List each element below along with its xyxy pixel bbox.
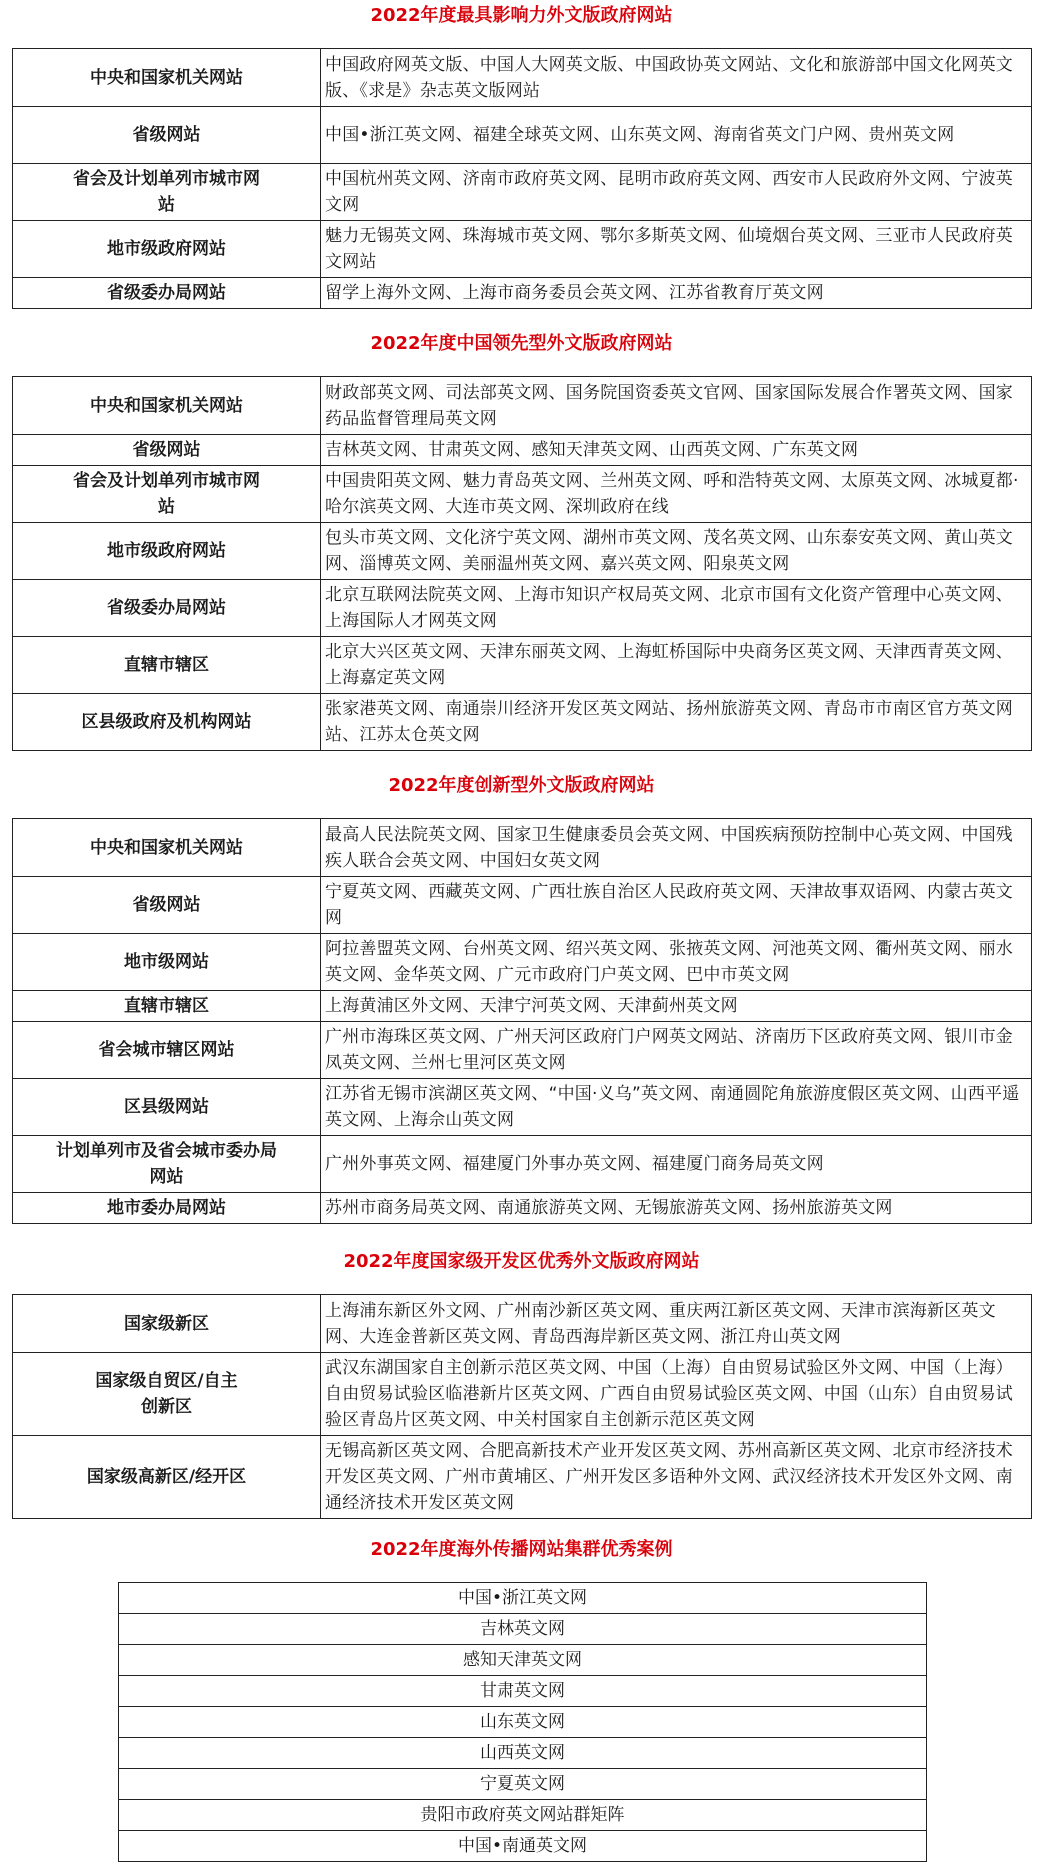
category-sites: 无锡高新区英文网、合肥高新技术产业开发区英文网、苏州高新区英文网、北京市经济技术开发区英文网、广州市黄埔区、广州开发区多语种外文网、武汉经济技术开发区外文网、南通经济技术开发区英文网 (321, 1436, 1032, 1519)
category-sites: 财政部英文网、司法部英文网、国务院国资委英文官网、国家国际发展合作署英文网、国家药品监督管理局英文网 (321, 377, 1032, 435)
table-row (13, 164, 1032, 221)
category-label: 省会及计划单列市城市网站 (13, 164, 321, 221)
section-title: 2022年度海外传播网站集群优秀案例 (370, 1539, 673, 1560)
category-label: 地市级网站 (13, 934, 321, 991)
category-sites: 上海黄浦区外文网、天津宁河英文网、天津蓟州英文网 (321, 991, 1032, 1022)
table-row (13, 221, 1032, 278)
category-sites: 留学上海外文网、上海市商务委员会英文网、江苏省教育厅英文网 (321, 278, 1032, 309)
case-item: 感知天津英文网 (119, 1645, 927, 1676)
category-label: 省级委办局网站 (13, 580, 321, 637)
table-row (119, 1583, 927, 1614)
category-label: 中央和国家机关网站 (13, 49, 321, 107)
category-sites: 苏州市商务局英文网、南通旅游英文网、无锡旅游英文网、扬州旅游英文网 (321, 1193, 1032, 1224)
category-sites: 张家港英文网、南通崇川经济开发区英文网站、扬州旅游英文网、青岛市市南区官方英文网站、江苏太仓英文网 (321, 694, 1032, 751)
case-item: 甘肃英文网 (119, 1676, 927, 1707)
table-row (119, 1738, 927, 1769)
table-row (13, 1136, 1032, 1193)
table-row (13, 377, 1032, 435)
table-row (13, 107, 1032, 164)
category-sites: 中国•浙江英文网、福建全球英文网、山东英文网、海南省英文门户网、贵州英文网 (321, 107, 1032, 164)
category-sites: 吉林英文网、甘肃英文网、感知天津英文网、山西英文网、广东英文网 (321, 435, 1032, 466)
table-row (13, 877, 1032, 934)
table-row (13, 580, 1032, 637)
category-label: 国家级新区 (13, 1295, 321, 1353)
category-sites: 江苏省无锡市滨湖区英文网、“中国·义乌”英文网、南通圆陀角旅游度假区英文网、山西平遥英文网、上海佘山英文网 (321, 1079, 1032, 1136)
table-row (119, 1769, 927, 1800)
category-sites: 北京大兴区英文网、天津东丽英文网、上海虹桥国际中央商务区英文网、天津西青英文网、上海嘉定英文网 (321, 637, 1032, 694)
table-row (119, 1831, 927, 1862)
category-label: 区县级网站 (13, 1079, 321, 1136)
category-label: 中央和国家机关网站 (13, 377, 321, 435)
table-row (13, 49, 1032, 107)
category-sites: 北京互联网法院英文网、上海市知识产权局英文网、北京市国有文化资产管理中心英文网、上海国际人才网英文网 (321, 580, 1032, 637)
section-table (12, 1294, 1032, 1519)
category-label: 直辖市辖区 (13, 991, 321, 1022)
category-sites: 最高人民法院英文网、国家卫生健康委员会英文网、中国疾病预防控制中心英文网、中国残疾人联合会英文网、中国妇女英文网 (321, 819, 1032, 877)
case-item: 山西英文网 (119, 1738, 927, 1769)
table-row (13, 466, 1032, 523)
table-row (13, 1436, 1032, 1519)
table-row (13, 991, 1032, 1022)
category-sites: 武汉东湖国家自主创新示范区英文网、中国（上海）自由贸易试验区外文网、中国（上海）自由贸易试验区临港新片区英文网、广西自由贸易试验区英文网、中国（山东）自由贸易试验区青岛片区英文网、中关村国家自主创新示范区英文网 (321, 1353, 1032, 1436)
category-sites: 中国贵阳英文网、魅力青岛英文网、兰州英文网、呼和浩特英文网、太原英文网、冰城夏都·哈尔滨英文网、大连市英文网、深圳政府在线 (321, 466, 1032, 523)
section-table (12, 48, 1032, 309)
category-label: 地市级政府网站 (13, 221, 321, 278)
category-label: 直辖市辖区 (13, 637, 321, 694)
cases-table (118, 1582, 927, 1862)
section-table (12, 376, 1032, 751)
table-row (13, 1193, 1032, 1224)
section-table (12, 818, 1032, 1224)
table-row (13, 1079, 1032, 1136)
case-item: 中国•浙江英文网 (119, 1583, 927, 1614)
category-sites: 宁夏英文网、西藏英文网、广西壮族自治区人民政府英文网、天津故事双语网、内蒙古英文网 (321, 877, 1032, 934)
section-title: 2022年度创新型外文版政府网站 (388, 775, 655, 796)
table-row (119, 1614, 927, 1645)
case-item: 吉林英文网 (119, 1614, 927, 1645)
category-label: 省级委办局网站 (13, 278, 321, 309)
table-row (13, 1295, 1032, 1353)
category-label: 省会城市辖区网站 (13, 1022, 321, 1079)
category-label: 省级网站 (13, 877, 321, 934)
table-row (119, 1676, 927, 1707)
category-label: 区县级政府及机构网站 (13, 694, 321, 751)
section-title: 2022年度中国领先型外文版政府网站 (370, 333, 673, 354)
category-sites: 魅力无锡英文网、珠海城市英文网、鄂尔多斯英文网、仙境烟台英文网、三亚市人民政府英文网站 (321, 221, 1032, 278)
category-label: 计划单列市及省会城市委办局网站 (13, 1136, 321, 1193)
category-sites: 广州市海珠区英文网、广州天河区政府门户网英文网站、济南历下区政府英文网、银川市金凤英文网、兰州七里河区英文网 (321, 1022, 1032, 1079)
category-label: 国家级高新区/经开区 (13, 1436, 321, 1519)
category-label: 省级网站 (13, 107, 321, 164)
category-label: 中央和国家机关网站 (13, 819, 321, 877)
category-sites: 中国杭州英文网、济南市政府英文网、昆明市政府英文网、西安市人民政府外文网、宁波英文网 (321, 164, 1032, 221)
category-sites: 广州外事英文网、福建厦门外事办英文网、福建厦门商务局英文网 (321, 1136, 1032, 1193)
case-item: 山东英文网 (119, 1707, 927, 1738)
table-row (13, 435, 1032, 466)
table-row (13, 1353, 1032, 1436)
category-label: 国家级自贸区/自主创新区 (13, 1353, 321, 1436)
table-row (119, 1645, 927, 1676)
case-item: 贵阳市政府英文网站群矩阵 (119, 1800, 927, 1831)
category-label: 省级网站 (13, 435, 321, 466)
case-item: 宁夏英文网 (119, 1769, 927, 1800)
section-title: 2022年度国家级开发区优秀外文版政府网站 (343, 1251, 700, 1272)
table-row (13, 694, 1032, 751)
category-sites: 上海浦东新区外文网、广州南沙新区英文网、重庆两江新区英文网、天津市滨海新区英文网、大连金普新区英文网、青岛西海岸新区英文网、浙江舟山英文网 (321, 1295, 1032, 1353)
table-row (13, 1022, 1032, 1079)
table-row (119, 1800, 927, 1831)
category-label: 地市委办局网站 (13, 1193, 321, 1224)
table-row (13, 819, 1032, 877)
category-sites: 阿拉善盟英文网、台州英文网、绍兴英文网、张掖英文网、河池英文网、衢州英文网、丽水英文网、金华英文网、广元市政府门户英文网、巴中市英文网 (321, 934, 1032, 991)
category-label: 省会及计划单列市城市网站 (13, 466, 321, 523)
table-row (119, 1707, 927, 1738)
table-row (13, 523, 1032, 580)
case-item: 中国•南通英文网 (119, 1831, 927, 1862)
table-row (13, 278, 1032, 309)
category-sites: 包头市英文网、文化济宁英文网、湖州市英文网、茂名英文网、山东泰安英文网、黄山英文网、淄博英文网、美丽温州英文网、嘉兴英文网、阳泉英文网 (321, 523, 1032, 580)
category-label: 地市级政府网站 (13, 523, 321, 580)
table-row (13, 637, 1032, 694)
table-row (13, 934, 1032, 991)
category-sites: 中国政府网英文版、中国人大网英文版、中国政协英文网站、文化和旅游部中国文化网英文版、《求是》杂志英文版网站 (321, 49, 1032, 107)
section-title: 2022年度最具影响力外文版政府网站 (370, 5, 673, 26)
